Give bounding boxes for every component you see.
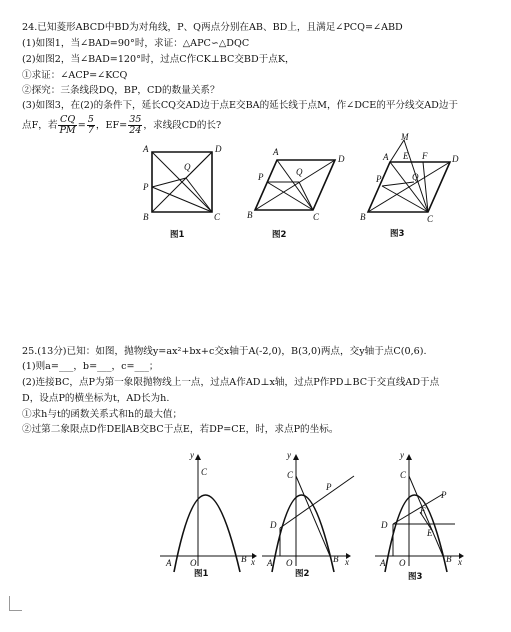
q25-figure-1: [160, 448, 260, 583]
label-a: A: [267, 558, 273, 568]
label-e: E: [403, 151, 409, 161]
q25-line6: ②过第二象限点D作DE∥AB交BC于点E，若DP=CE，时，求点P的坐标。: [22, 424, 339, 435]
label-o: O: [286, 558, 293, 568]
fraction-cq-pm: [58, 115, 76, 136]
frac-denominator: PM: [59, 125, 76, 136]
label-f: F: [422, 151, 428, 161]
page-corner-mark: [9, 596, 22, 611]
label-d: D: [215, 144, 222, 154]
fraction-35-24: [128, 115, 142, 136]
extension-am: [390, 140, 404, 162]
label-b: B: [143, 212, 149, 222]
label-d: D: [270, 520, 277, 530]
label-p: P: [441, 490, 447, 500]
label-a: A: [380, 558, 386, 568]
y-axis-arrow-icon: [195, 454, 201, 460]
label-f: F: [420, 506, 426, 516]
line-dp: [280, 476, 354, 528]
q24-line7-post: ，求线段CD的长?: [143, 120, 222, 131]
label-b: B: [360, 212, 366, 222]
frac-numerator: 5: [87, 114, 94, 125]
y-axis-arrow-icon: [406, 454, 412, 460]
q25-line3: (2)连接BC，点P为第一象限抛物线上一点，过点A作AD⊥x轴，过点P作PD⊥BC于交直线AD于点: [22, 377, 440, 388]
caption-fig1: 图1: [194, 569, 209, 579]
label-p: P: [143, 182, 149, 192]
equals-sign: =: [77, 120, 86, 131]
parabola: [174, 495, 240, 572]
label-x: x: [345, 557, 349, 567]
label-x: x: [251, 557, 255, 567]
caption-fig1: 图1: [170, 230, 185, 240]
diagonal-ac: [277, 160, 313, 210]
q24-line7-mid: ，EF=: [95, 120, 128, 131]
label-y: y: [287, 450, 291, 460]
label-o: O: [190, 558, 197, 568]
parabola: [385, 495, 447, 572]
y-axis-arrow-icon: [293, 454, 299, 460]
label-d: D: [452, 154, 459, 164]
frac-numerator: CQ: [59, 114, 76, 125]
q25-line5: ①求h与t的函数关系式和h的最大值；: [22, 409, 183, 420]
label-a: A: [166, 558, 172, 568]
parabola: [272, 495, 334, 572]
line-bc: [296, 476, 330, 556]
label-b: B: [247, 210, 253, 220]
label-a: A: [383, 152, 389, 162]
label-q: Q: [412, 172, 419, 182]
caption-fig2: 图2: [295, 569, 310, 579]
q24-figure-2: [247, 140, 355, 240]
label-c: C: [214, 212, 221, 222]
q24-figure-3: [360, 132, 478, 240]
label-m: M: [401, 132, 409, 142]
label-b: B: [333, 554, 339, 564]
frac-denominator: 7: [87, 125, 94, 136]
label-a: A: [143, 144, 149, 154]
q24-line6: (3)如图3，在(2)的条件下，延长CQ交AD边于点E交BA的延长线于点M，作∠DCE的平分线交AD边于: [22, 100, 459, 111]
label-c: C: [313, 212, 320, 222]
q24-line1: 24.已知菱形ABCD中BD为对角线，P、Q两点分别在AB、BD上，且满足∠PCQ=∠ABD: [22, 22, 403, 33]
frac-denominator: 24: [129, 125, 142, 136]
label-c: C: [427, 214, 434, 224]
frac-numerator: 35: [129, 114, 142, 125]
label-b: B: [241, 554, 247, 564]
label-y: y: [400, 450, 404, 460]
q25-line4: D，设点P的横坐标为t，AD长为h.: [22, 393, 170, 404]
label-d: D: [381, 520, 388, 530]
q24-line5: ②探究：三条线段DQ，BP，CD的数量关系？: [22, 85, 220, 96]
line-dp: [393, 494, 443, 524]
line-bc: [409, 476, 443, 556]
label-y: y: [190, 450, 194, 460]
label-a: A: [273, 147, 279, 157]
label-c: C: [400, 470, 407, 480]
label-b: B: [446, 554, 452, 564]
q25-line1: 25.(13分)已知：如图，抛物线y=ax²+bx+c交x轴于A(-2,0)，B(3,0)两点，交y轴于点C(0,6).: [22, 346, 427, 357]
label-x: x: [458, 557, 462, 567]
q24-line7: [22, 114, 221, 138]
caption-fig3: 图3: [390, 229, 405, 239]
caption-fig3: 图3: [408, 572, 423, 582]
q24-figure-1: [140, 140, 230, 240]
label-q: Q: [296, 167, 303, 177]
q24-line3: (2)如图2，当∠BAD=120°时，过点C作CK⊥BC交BD于点K，: [22, 54, 295, 65]
q25-line2: (1)则a=___，b=___，c=___；: [22, 361, 159, 372]
caption-fig2: 图2: [272, 230, 287, 240]
label-p: P: [326, 482, 332, 492]
fraction-5-7: [87, 115, 95, 136]
q24-line4: ①求证：∠ACP=∠KCQ: [22, 70, 128, 81]
label-d: D: [338, 154, 345, 164]
q24-line7-pre: 点F，若: [22, 120, 58, 131]
label-c: C: [287, 470, 294, 480]
label-p: P: [376, 174, 382, 184]
segment-pq: [382, 182, 414, 186]
label-c: C: [201, 467, 208, 477]
q24-line2: (1)如图1，当∠BAD=90°时，求证：△APC∽△DQC: [22, 38, 250, 49]
q25-figure-3: [375, 448, 475, 583]
label-o: O: [399, 558, 406, 568]
label-e: E: [427, 528, 433, 538]
label-q: Q: [184, 162, 191, 172]
label-p: P: [258, 172, 264, 182]
q25-figure-2: [262, 448, 362, 583]
diagonal-ac: [390, 162, 428, 212]
